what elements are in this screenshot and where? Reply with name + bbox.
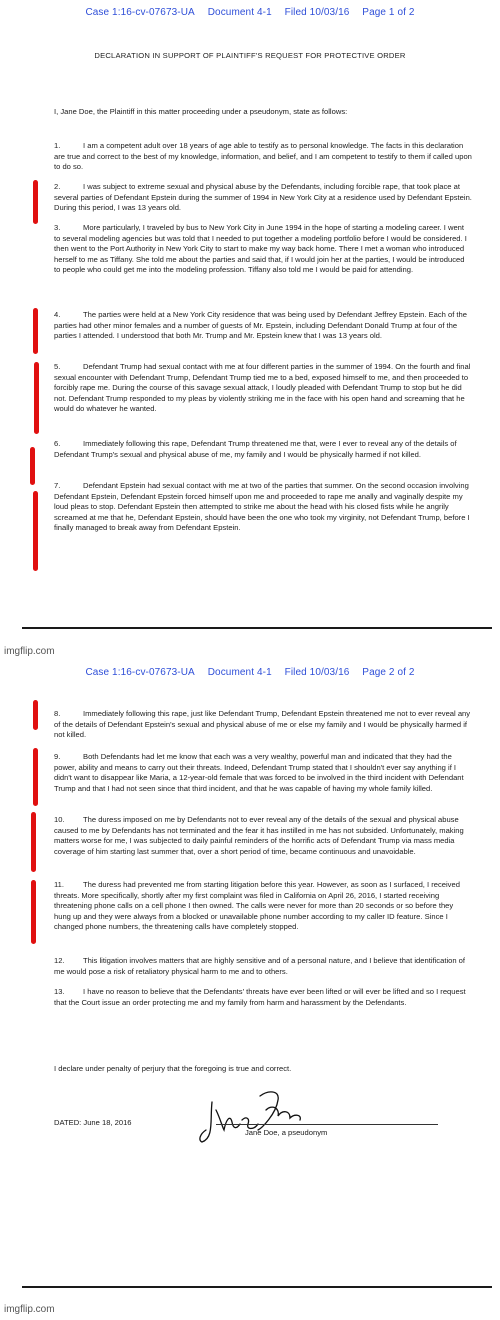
paragraph-8: 8. Immediately following this rape, just like Defendant Trump, Defendant Epstein threatened me not to ever reveal any of the details of Defendant Epstein's sexual and physical abuse of me or else my family and I would be physically harmed if not killed. — [54, 709, 471, 739]
intro-statement: I, Jane Doe, the Plaintiff in this matter proceeding under a pseudonym, state as follows: — [54, 107, 348, 116]
red-margin-marker — [33, 700, 38, 730]
red-margin-marker — [33, 748, 38, 806]
signature-label: Jane Doe, a pseudonym — [245, 1128, 328, 1137]
filed-date: Filed 10/03/16 — [284, 7, 350, 18]
document-title: DECLARATION IN SUPPORT OF PLAINTIFF'S REQUEST FOR PROTECTIVE ORDER — [94, 51, 406, 60]
dated-line: DATED: June 18, 2016 — [54, 1118, 132, 1127]
case-number: Case 1:16-cv-07673-UA — [85, 667, 195, 678]
perjury-declaration: I declare under penalty of perjury that the foregoing is true and correct. — [54, 1064, 292, 1073]
paragraph-9: 9. Both Defendants had let me know that each was a very wealthy, powerful man and indicated that they had the power, ability and means to carry out their threats. Indeed, Defendant Trump stated that I shouldn't ever say anything if I didn't want to disappear like Maria, a 12-year-old female that was forced to be involved in the third incident with Defendant Trump and that I had not seen since that third incident, and that he was capable of having my whole family killed. — [54, 752, 464, 793]
red-margin-marker — [33, 180, 38, 224]
document-page-1 — [6, 0, 494, 640]
page-number: Page 2 of 2 — [362, 667, 415, 678]
document-number: Document 4-1 — [207, 7, 272, 18]
red-margin-marker — [33, 308, 38, 354]
paragraph-5: 5. Defendant Trump had sexual contact with me at four different parties in the summer of 1994. On the fourth and final sexual encounter with Defendant Trump, Defendant Trump tied me to a bed, exposed himself to me, and then proceeded to forcibly rape me. During the course of this savage sexual attack, I loudly pleaded with Defendant Trump to stop but he did not. Defendant Trump responded to my pleas by violently striking me in the face with his open hand and screaming that he would do whatever he wanted. — [54, 362, 471, 413]
signature-image — [198, 1080, 338, 1150]
document-page-2 — [6, 660, 494, 1295]
filed-date: Filed 10/03/16 — [284, 667, 350, 678]
red-margin-marker — [31, 812, 36, 872]
paragraph-3: 3. More particularly, I traveled by bus to New York City in June 1994 in the hope of starting a modeling career. I went to several modeling agencies but was told that I needed to put together a modeling portfolio before I would be considered. I then went to the Port Authority in New York City to start to make my way back home. There I met a woman who introduced herself to me as Tiffany. She told me about the parties and said that, if I would join her at the parties, I would be introduced to people who could get me into the modeling profession. Tiffany also told me I would be paid for attending. — [54, 223, 467, 274]
paragraph-13: 13. I have no reason to believe that the Defendants' threats have ever been lifted or will ever be lifted and so I request that the Court issue an order protecting me and my family from harm and harassment by the Defendants. — [54, 987, 466, 1007]
watermark: imgflip.com — [4, 646, 55, 657]
red-margin-marker — [30, 447, 35, 485]
case-number: Case 1:16-cv-07673-UA — [85, 7, 195, 18]
signature-line — [216, 1124, 438, 1125]
paragraph-7: 7. Defendant Epstein had sexual contact with me at two of the parties that summer. On the second occasion involving Defendant Epstein, Defendant Epstein forced himself upon me and proceeded to rape me anally and vaginally despite my loud pleas to stop. Defendant Epstein then attempted to strike me about the head with his closed fists while he angrily screamed at me that he, Defendant Epstein, should have been the one who took my virginity, not Defendant Trump, before I finally managed to break away from Defendant Epstein. — [54, 481, 470, 532]
page-divider — [22, 1286, 492, 1288]
case-header — [6, 7, 494, 18]
paragraph-2: 2. I was subject to extreme sexual and physical abuse by the Defendants, including forcible rape, that took place at several parties of Defendant Epstein during the summer of 1994 in New York City at a residence used by Defendant Epstein. During this period, I was 13 years old. — [54, 182, 472, 212]
paragraph-1: 1. I am a competent adult over 18 years of age able to testify as to personal knowledge. The facts in this declaration are true and correct to the best of my knowledge, information, and belief, and I am competent to testify to them if called upon to do so. — [54, 141, 472, 171]
red-margin-marker — [33, 491, 38, 571]
page-divider — [22, 627, 492, 629]
paragraph-4: 4. The parties were held at a New York City residence that was being used by Defendant Jeffrey Epstein. Each of the parties had other minor females and a number of guests of Mr. Epstein, including Defendant Donald Trump at four of the parties I attended. I understood that both Mr. Trump and Mr. Epstein knew that I was 13 years old. — [54, 310, 467, 340]
red-margin-marker — [34, 362, 39, 434]
paragraph-11: 11. The duress had prevented me from starting litigation before this year. However, as soon as I surfaced, I received threats. More specifically, shortly after my first complaint was filed in California on April 26, 2016, I started receiving threatening phone calls on a cell phone I then owned. The calls were never for more than 20 seconds or so before they hung up and they were always from a blocked or unavailable phone number according to my caller ID feature. Since I changed phone numbers, the threatening calls have completely stopped. — [54, 880, 460, 931]
page-number: Page 1 of 2 — [362, 7, 415, 18]
watermark: imgflip.com — [4, 1304, 55, 1315]
paragraph-10: 10. The duress imposed on me by Defendants not to ever reveal any of the details of the sexual and physical abuse caused to me by Defendants has not terminated and the fear it has instilled in me has not subsided. Unfortunately, making matters worse for me, I was subjected to daily painful reminders of the horrific acts of Defendant Trump via mass media coverage of him starting last summer that, over a short period of time, became continuous and unavoidable. — [54, 815, 464, 856]
paragraph-12: 12. This litigation involves matters that are highly sensitive and of a personal nature, and I believe that identification of me would pose a risk of retaliatory physical harm to me and to others. — [54, 956, 466, 976]
document-number: Document 4-1 — [207, 667, 272, 678]
red-margin-marker — [31, 880, 36, 944]
case-header — [6, 667, 494, 678]
paragraph-6: 6. Immediately following this rape, Defendant Trump threatened me that, were I ever to reveal any of the details of Defendant Trump's sexual and physical abuse of me, my family and I would be physically harmed if not killed. — [54, 439, 457, 459]
